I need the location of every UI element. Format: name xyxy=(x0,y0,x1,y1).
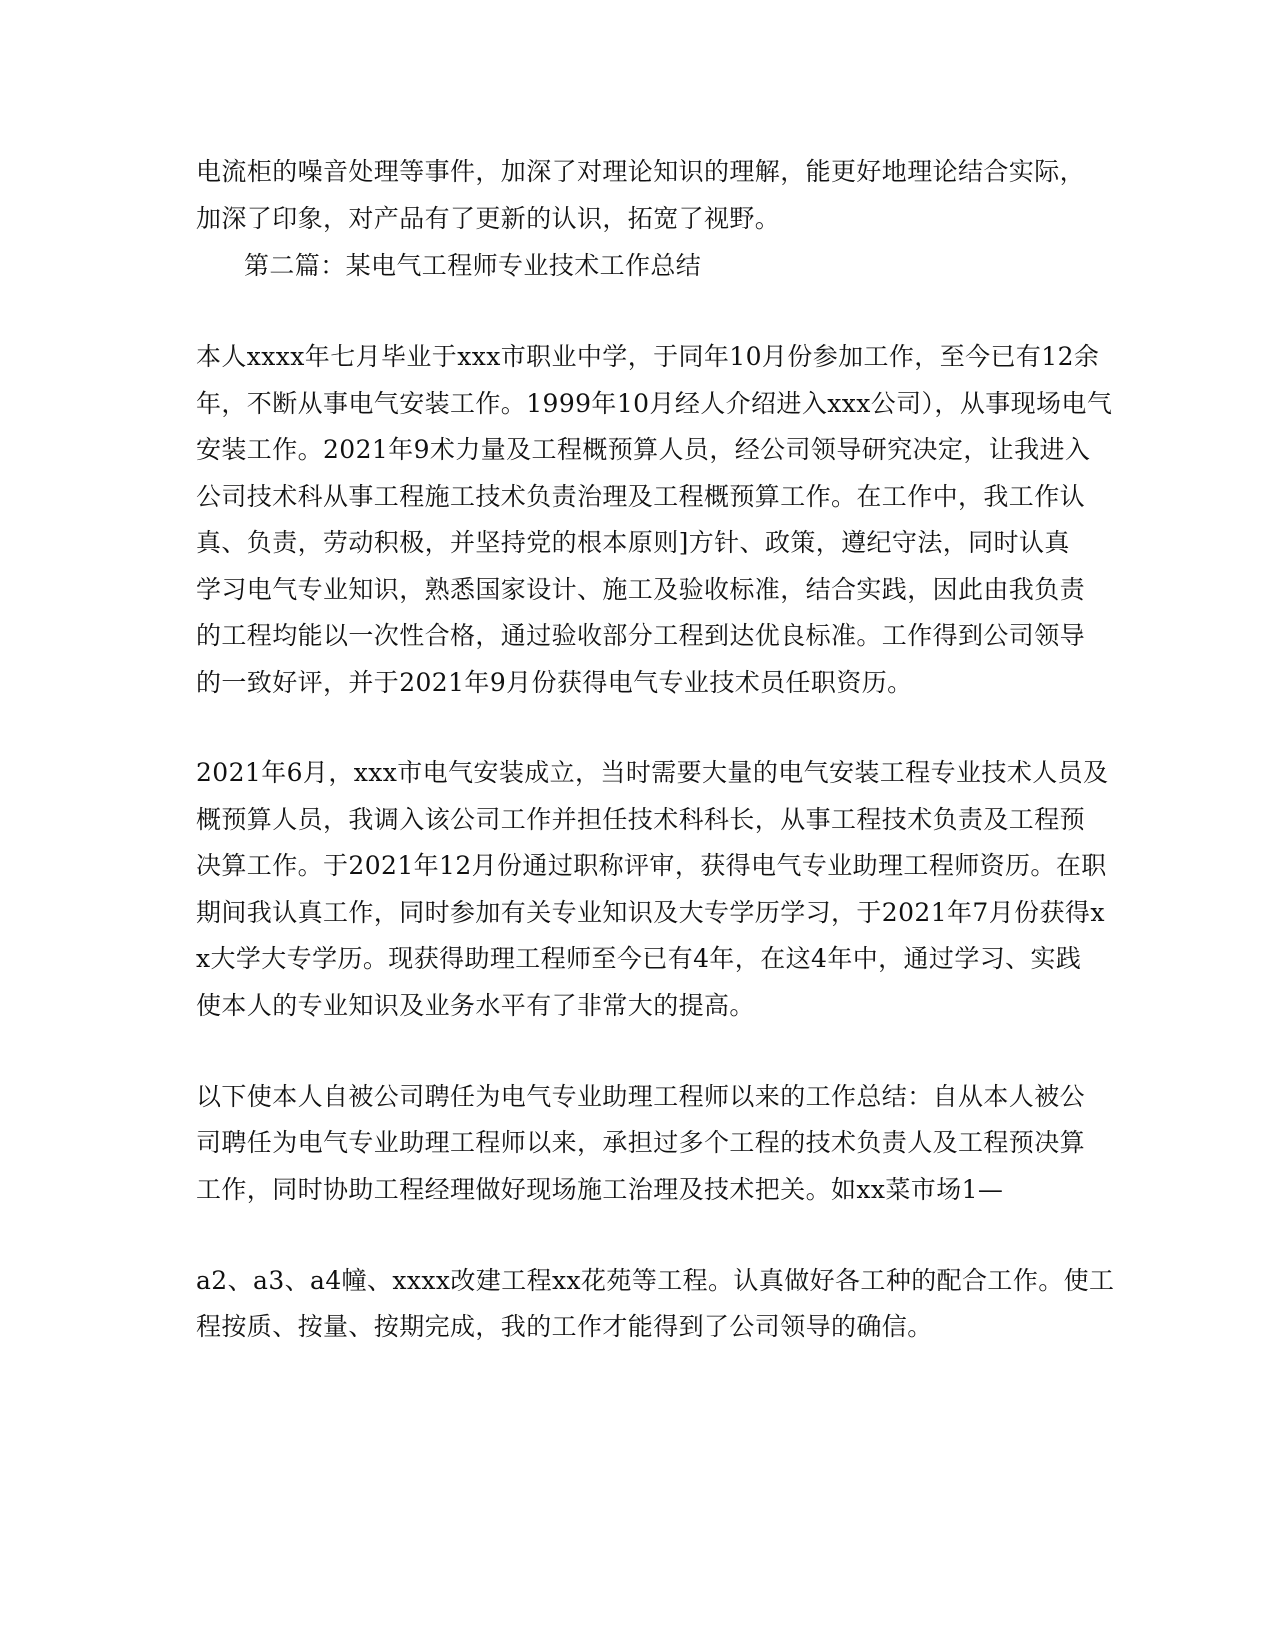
paragraph3-line-1: 以下使本人自被公司聘任为电气专业助理工程师以来的工作总结：自从本人被公 xyxy=(196,1082,1086,1111)
intro-line-1: 电流柜的噪音处理等事件，加深了对理论知识的理解，能更好地理论结合实际， xyxy=(196,157,1086,186)
paragraph2-line-3: 决算工作。于2021年12月份通过职称评审，获得电气专业助理工程师资历。在职 xyxy=(196,851,1107,880)
paragraph1-line-1: 本人xxxx年七月毕业于xxx市职业中学，于同年10月份参加工作，至今已有12余 xyxy=(196,342,1100,371)
section-title: 第二篇：某电气工程师专业技术工作总结 xyxy=(244,251,702,280)
paragraph2-line-2: 概预算人员，我调入该公司工作并担任技术科科长，从事工程技术负责及工程预 xyxy=(196,805,1086,834)
paragraph1-line-6: 学习电气专业知识，熟悉国家设计、施工及验收标准，结合实践，因此由我负责 xyxy=(196,575,1086,604)
paragraph3-line-2: 司聘任为电气专业助理工程师以来，承担过多个工程的技术负责人及工程预决算 xyxy=(196,1128,1086,1157)
paragraph2-line-4: 期间我认真工作，同时参加有关专业知识及大专学历学习，于2021年7月份获得x xyxy=(196,898,1105,927)
paragraph2-line-5: x大学大专学历。现获得助理工程师至今已有4年，在这4年中，通过学习、实践 xyxy=(196,944,1082,973)
paragraph4-line-1: a2、a3、a4幢、xxxx改建工程xx花苑等工程。认真做好各工种的配合工作。使工 xyxy=(196,1266,1115,1295)
paragraph4-line-2: 程按质、按量、按期完成，我的工作才能得到了公司领导的确信。 xyxy=(196,1312,933,1341)
paragraph3-line-3: 工作，同时协助工程经理做好现场施工治理及技术把关。如xx菜市场1— xyxy=(196,1175,1004,1204)
paragraph1-line-2: 年，不断从事电气安装工作。1999年10月经人介绍进入xxx公司），从事现场电气 xyxy=(196,389,1113,418)
paragraph1-line-5: 真、负责，劳动积极，并坚持党的根本原则]方针、政策，遵纪守法，同时认真 xyxy=(196,528,1070,557)
paragraph1-line-7: 的工程均能以一次性合格，通过验收部分工程到达优良标准。工作得到公司领导 xyxy=(196,621,1086,650)
paragraph2-line-6: 使本人的专业知识及业务水平有了非常大的提高。 xyxy=(196,991,755,1020)
paragraph1-line-4: 公司技术科从事工程施工技术负责治理及工程概预算工作。在工作中，我工作认 xyxy=(196,482,1086,511)
paragraph1-line-8: 的一致好评，并于2021年9月份获得电气专业技术员任职资历。 xyxy=(196,668,913,697)
intro-line-2: 加深了印象，对产品有了更新的认识，拓宽了视野。 xyxy=(196,204,781,233)
paragraph2-line-1: 2021年6月，xxx市电气安装成立，当时需要大量的电气安装工程专业技术人员及 xyxy=(196,758,1109,787)
paragraph1-line-3: 安装工作。2021年9术力量及工程概预算人员，经公司领导研究决定，让我进入 xyxy=(196,435,1091,464)
